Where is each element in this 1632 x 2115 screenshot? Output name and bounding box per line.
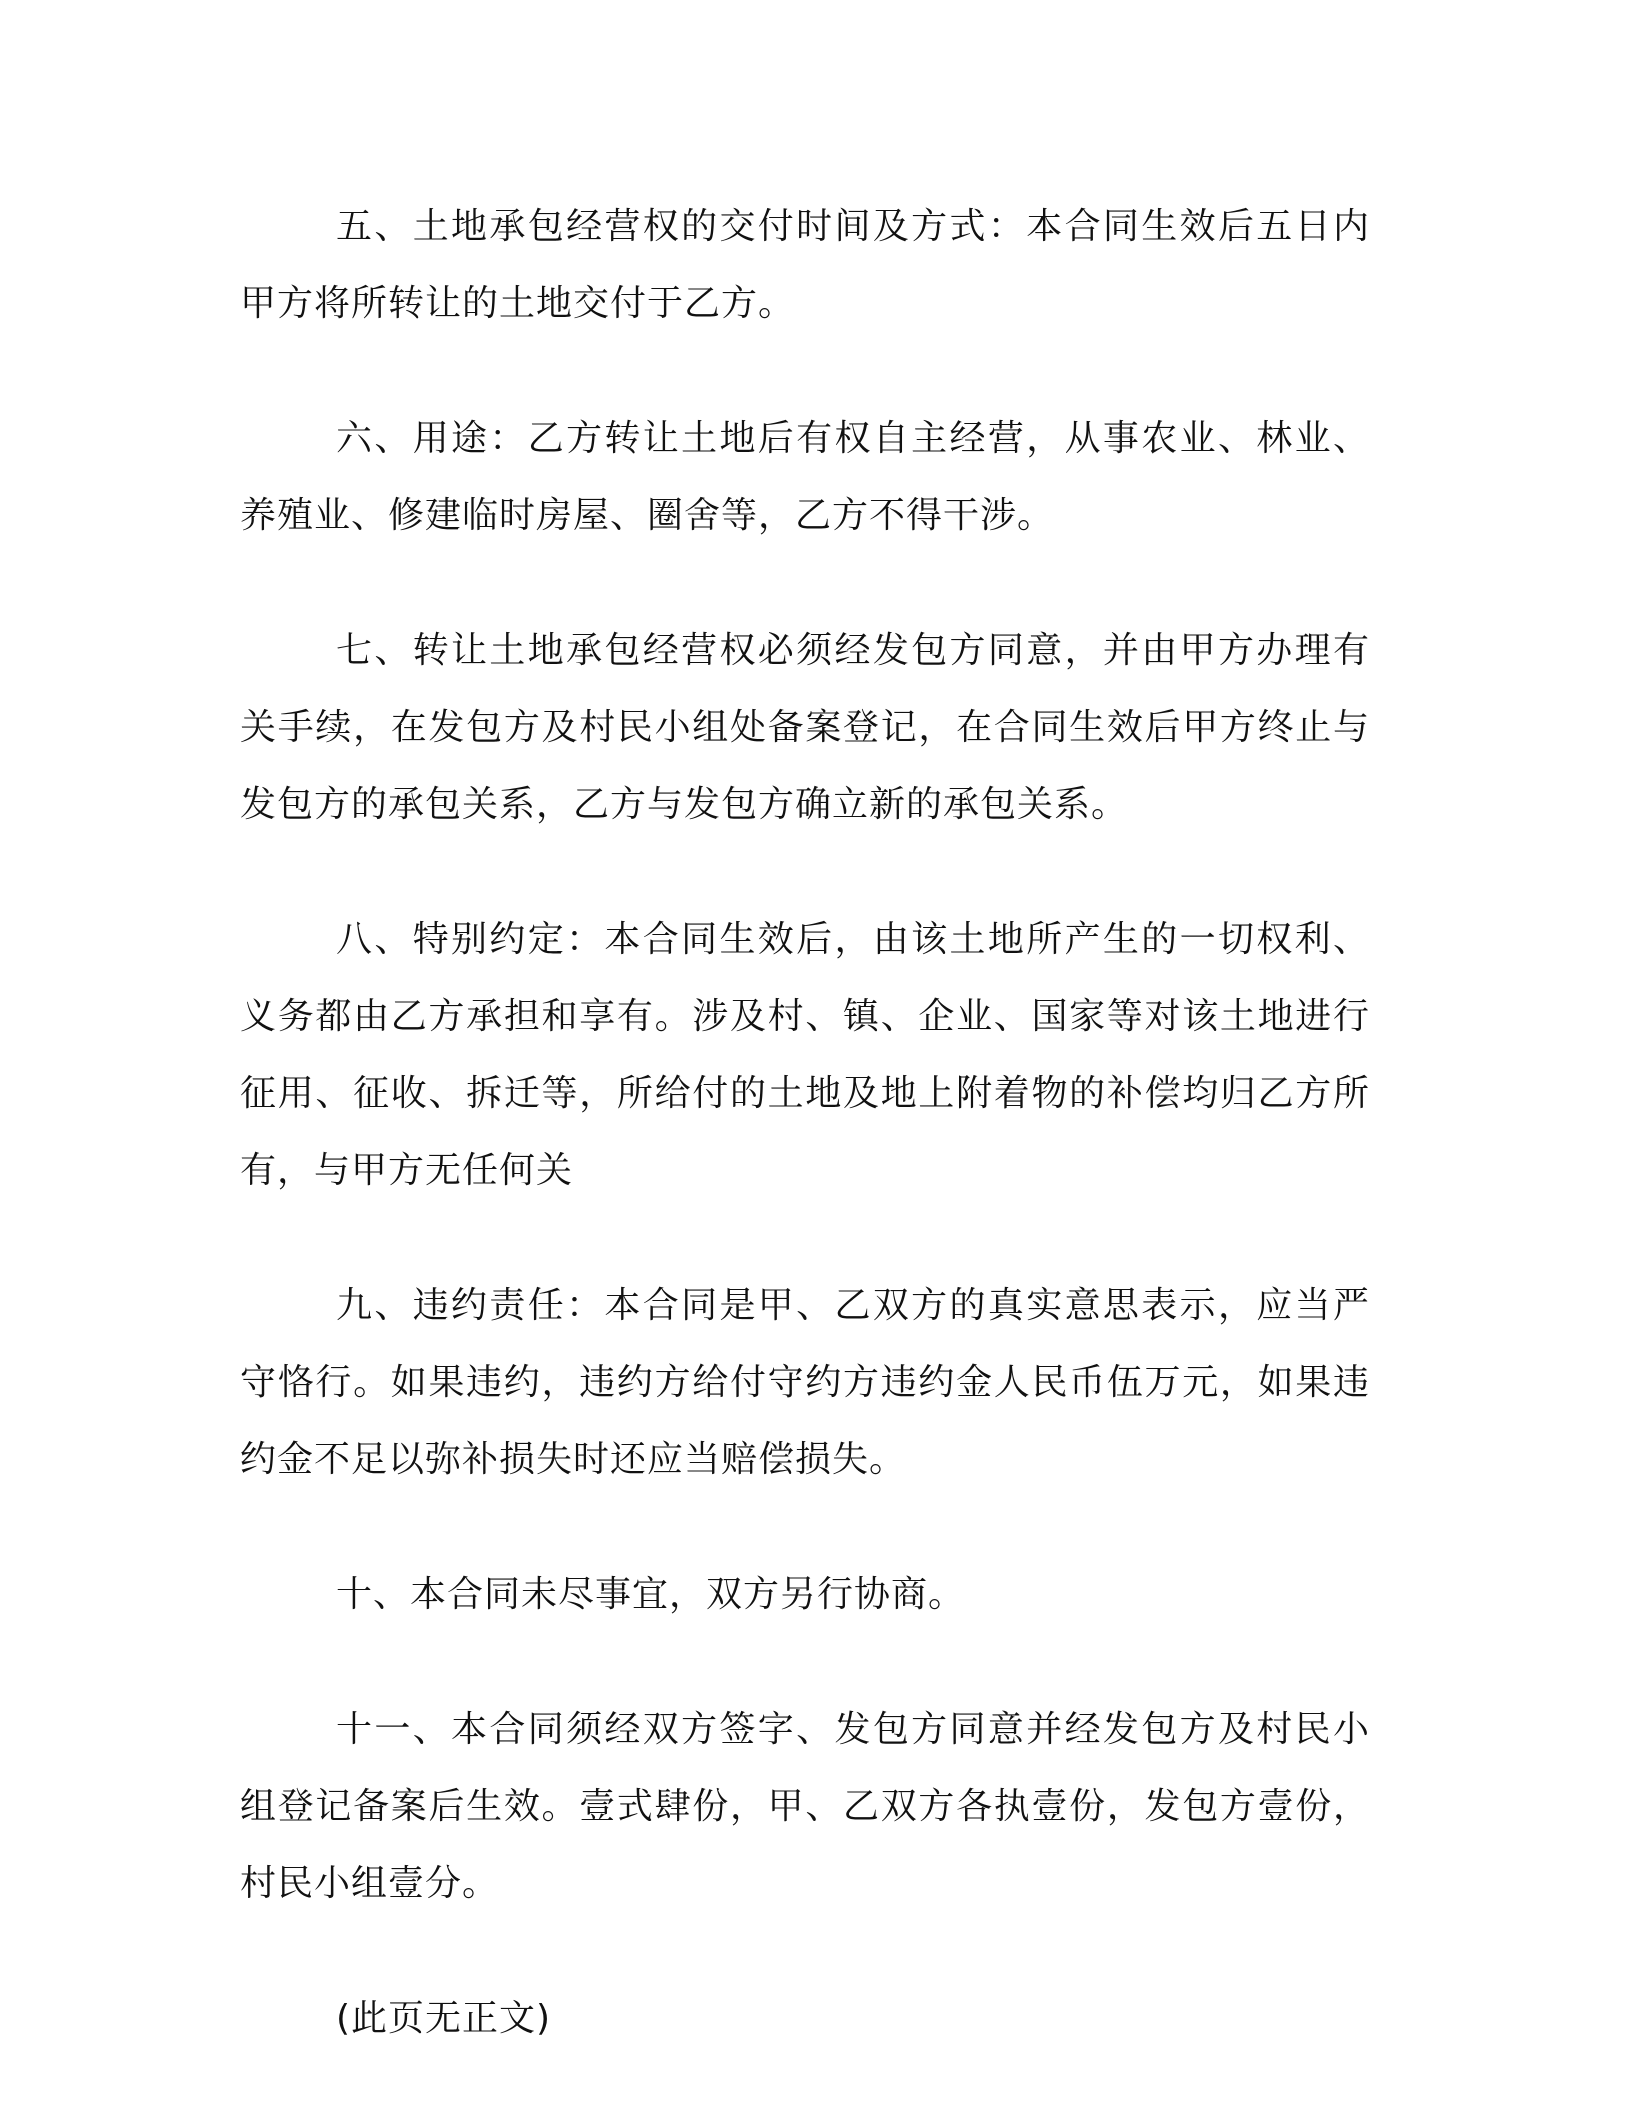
clause-6-purpose: 六、用途：乙方转让土地后有权自主经营，从事农业、林业、养殖业、修建临时房屋、圈舍等，乙方不得干涉。 — [240, 418, 1370, 536]
clause-7-transfer-consent: 七、转让土地承包经营权必须经发包方同意，并由甲方办理有关手续，在发包方及村民小组处备案登记，在合同生效后甲方终止与发包方的承包关系，乙方与发包方确立新的承包关系。 — [240, 630, 1370, 825]
document-body — [240, 188, 1370, 2115]
clause-9-liability: 九、违约责任：本合同是甲、乙双方的真实意思表示，应当严守恪行。如果违约，违约方给付守约方违约金人民币伍万元，如果违约金不足以弥补损失时还应当赔偿损失。 — [240, 1285, 1370, 1480]
clause-5-delivery: 五、土地承包经营权的交付时间及方式：本合同生效后五日内甲方将所转让的土地交付于乙方。 — [240, 206, 1370, 324]
clause-8-special-agreement: 八、特别约定：本合同生效后，由该土地所产生的一切权利、义务都由乙方承担和享有。涉及村、镇、企业、国家等对该土地进行征用、征收、拆迁等，所给付的土地及地上附着物的补偿均归乙方所有，与甲方无任何关 — [240, 919, 1370, 1191]
clause-10-other-matters: 十、本合同未尽事宜，双方另行协商。 — [336, 1574, 966, 1615]
clause-11-effectiveness: 十一、本合同须经双方签字、发包方同意并经发包方及村民小组登记备案后生效。壹式肆份，甲、乙双方各执壹份，发包方壹份，村民小组壹分。 — [240, 1709, 1370, 1904]
no-body-text-note: (此页无正文) — [336, 1998, 552, 2039]
